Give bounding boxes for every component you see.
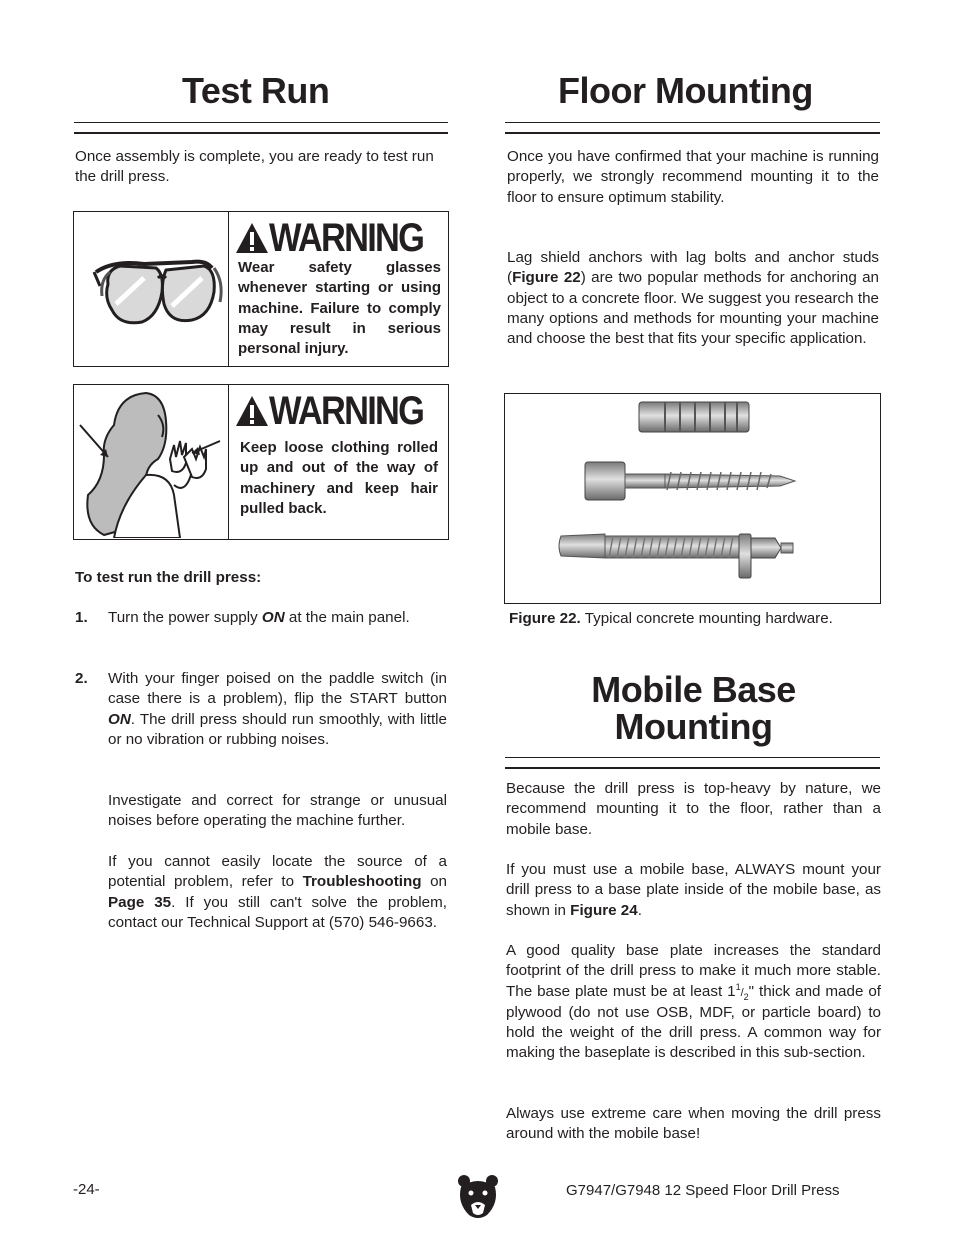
- page-title-floor-mounting: Floor Mounting: [558, 70, 813, 111]
- bear-head-icon: [457, 1173, 499, 1221]
- warning-word: WARNING: [269, 215, 424, 260]
- model-footer: G7947/G7948 12 Speed Floor Drill Press: [566, 1182, 840, 1199]
- warning-message: Wear safety glasses whenever starting or using machine. Failure to comply may result in serious personal injury.: [238, 259, 441, 358]
- lag-shield-anchor-icon: [639, 402, 749, 432]
- warning-header: [235, 216, 448, 260]
- step-number: 1.: [75, 609, 88, 626]
- figure-22-image: [504, 393, 881, 604]
- safety-glasses-icon: [74, 212, 229, 366]
- step-note: Investigate and correct for strange or unusual noises before operating the machine further.: [108, 792, 447, 830]
- warning-header: [235, 389, 448, 433]
- step-text: Turn the power supply ON at the main panel.: [108, 609, 410, 626]
- intro-paragraph: Once assembly is complete, you are ready to test run the drill press.: [75, 148, 434, 186]
- mobile-base-paragraph: Because the drill press is top-heavy by nature, we recommend mounting it to the floor, rather than a mobile base.: [506, 780, 881, 838]
- section-title-mobile-base-mounting: Mobile Base Mounting: [591, 669, 796, 747]
- step-text: With your finger poised on the paddle switch (in case there is a problem), flip the START button ON. The drill press should run smoothly, with little or no vibration or rubbing noises.: [108, 670, 447, 748]
- floor-mounting-paragraph: Lag shield anchors with lag bolts and anchor studs (Figure 22) are two popular methods for anchoring an object to a concrete floor. We suggest you research the many options and methods for mounting your machine and choose the best that fits your specific application.: [507, 249, 879, 348]
- title-rule: [74, 122, 448, 134]
- step-2: [75, 669, 447, 959]
- warning-message: Keep loose clothing rolled up and out of the way of machinery and keep hair pulled back.: [240, 439, 438, 517]
- step-number: 2.: [75, 670, 88, 687]
- mobile-base-paragraph: A good quality base plate increases the standard footprint of the drill press to make it much more stable. The base plate must be at least $1^1/_2$" thick and made of plywood (do not use OSB, MDF, or particle board) to hold the weight of the drill press. A common way for making the baseplate is described in this sub-section.: [506, 942, 881, 1062]
- floor-mounting-paragraph: Once you have confirmed that your machine is running properly, we strongly recommend mounting it to the floor to ensure optimum stability.: [507, 148, 879, 206]
- mobile-base-paragraph: If you must use a mobile base, ALWAYS mount your drill press to a base plate inside of the mobile base, as shown in Figure 24.: [506, 861, 881, 919]
- step-1: [75, 608, 447, 652]
- warning-box-loose-clothing: [73, 384, 449, 540]
- warning-box-safety-glasses: [73, 211, 449, 367]
- mobile-base-paragraph: Always use extreme care when moving the drill press around with the mobile base!: [506, 1105, 881, 1143]
- lag-bolt-icon: [585, 462, 795, 500]
- warning-triangle-icon: [235, 395, 269, 427]
- hair-clothing-hazard-icon: [74, 385, 229, 539]
- figure-22-caption: Figure 22. Typical concrete mounting hardware.: [509, 610, 833, 627]
- title-rule: [505, 122, 880, 134]
- warning-word: WARNING: [269, 388, 424, 433]
- warning-triangle-icon: [235, 222, 269, 254]
- step-note: If you cannot easily locate the source of a potential problem, refer to Troubleshooting on Page 35. If you still can't solve the problem, contact our Technical Support at (570) 546-9663.: [108, 853, 447, 931]
- page-number: -24-: [73, 1181, 100, 1198]
- page-title-test-run: Test Run: [182, 70, 330, 111]
- procedure-heading: To test run the drill press:: [75, 569, 262, 586]
- title-rule: [505, 757, 880, 769]
- anchor-stud-icon: [559, 534, 793, 578]
